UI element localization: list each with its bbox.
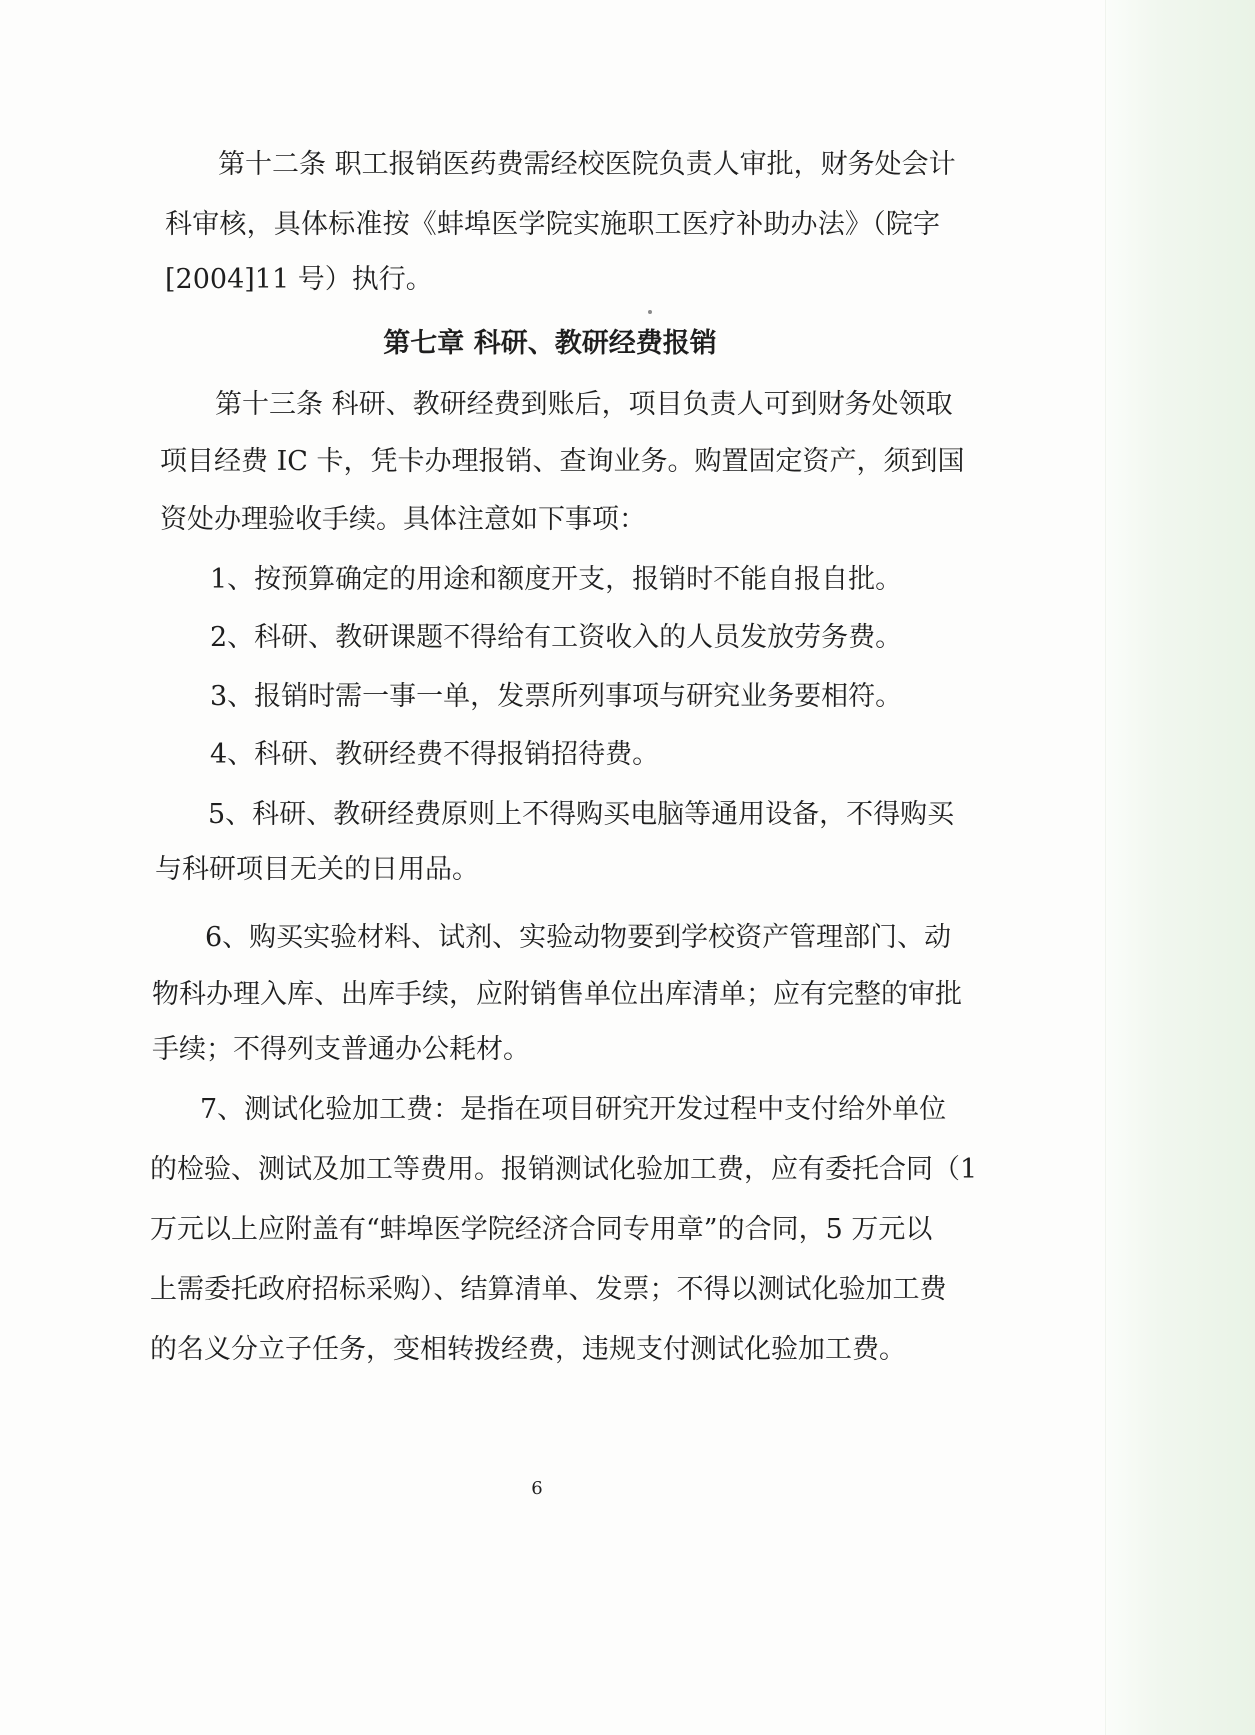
text-line: 科审核，具体标准按《蚌埠医学院实施职工医疗补助办法》（院字 — [165, 209, 940, 240]
scan-speck — [648, 310, 652, 314]
text-line: 1、按预算确定的用途和额度开支，报销时不能自报自批。 — [210, 564, 903, 595]
text-line: 4、科研、教研经费不得报销招待费。 — [210, 739, 660, 770]
text-line: 5、科研、教研经费原则上不得购买电脑等通用设备，不得购买 — [208, 799, 955, 830]
text-line: 资处办理验收手续。具体注意如下事项： — [160, 504, 646, 535]
text-line: 物科办理入库、出库手续，应附销售单位出库清单；应有完整的审批 — [152, 979, 962, 1010]
scan-edge-strip — [1105, 0, 1255, 1735]
text-line: [2004]11 号）执行。 — [165, 264, 433, 295]
text-line: 上需委托政府招标采购）、结算清单、发票；不得以测试化验加工费 — [150, 1274, 947, 1305]
text-line: 第十三条 科研、教研经费到账后，项目负责人可到财务处领取 — [215, 389, 953, 420]
text-line: 2、科研、教研课题不得给有工资收入的人员发放劳务费。 — [210, 622, 903, 653]
text-line: 第十二条 职工报销医药费需经校医院负责人审批，财务处会计 — [218, 149, 956, 180]
chapter-heading: 第七章 科研、教研经费报销 — [383, 328, 717, 359]
text-line: 万元以上应附盖有“蚌埠医学院经济合同专用章”的合同，5 万元以 — [150, 1214, 933, 1245]
page-number: 6 — [531, 1478, 543, 1499]
text-line: 的检验、测试及加工等费用。报销测试化验加工费，应有委托合同（1 — [150, 1154, 978, 1185]
text-line: 的名义分立子任务，变相转拨经费，违规支付测试化验加工费。 — [150, 1334, 906, 1365]
text-line: 与科研项目无关的日用品。 — [155, 854, 479, 885]
text-line: 7、测试化验加工费：是指在项目研究开发过程中支付给外单位 — [200, 1094, 947, 1125]
text-line: 3、报销时需一事一单，发票所列事项与研究业务要相符。 — [210, 681, 903, 712]
text-line: 项目经费 IC 卡，凭卡办理报销、查询业务。购置固定资产，须到国 — [160, 446, 965, 477]
text-line: 手续；不得列支普通办公耗材。 — [152, 1034, 530, 1065]
text-line: 6、购买实验材料、试剂、实验动物要到学校资产管理部门、动 — [205, 922, 952, 953]
